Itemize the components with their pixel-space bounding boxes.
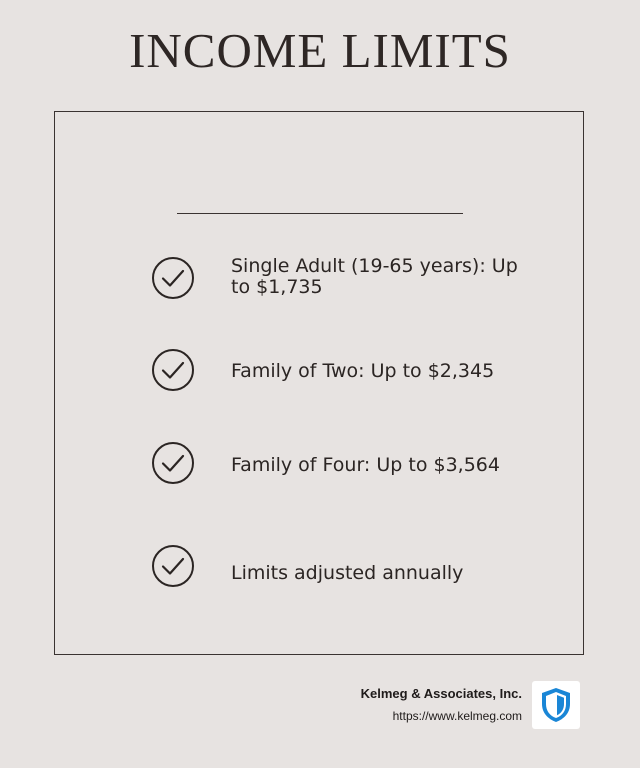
check-circle-icon xyxy=(151,348,195,392)
list-item-label: Family of Four: Up to $3,564 xyxy=(231,454,500,476)
company-url[interactable]: https://www.kelmeg.com xyxy=(392,709,522,723)
list-item-label: Single Adult (19-65 years): Up to $1,735 xyxy=(231,255,518,298)
list-item-label: Family of Two: Up to $2,345 xyxy=(231,360,495,382)
check-circle-icon xyxy=(151,256,195,300)
page-title: INCOME LIMITS xyxy=(129,23,511,78)
check-circle-icon xyxy=(151,441,195,485)
check-circle-icon xyxy=(151,544,195,588)
shield-icon xyxy=(540,687,572,723)
company-logo xyxy=(532,681,580,729)
company-name: Kelmeg & Associates, Inc. xyxy=(360,686,522,701)
list-item-label: Limits adjusted annually xyxy=(231,562,464,584)
divider-line xyxy=(177,213,463,214)
